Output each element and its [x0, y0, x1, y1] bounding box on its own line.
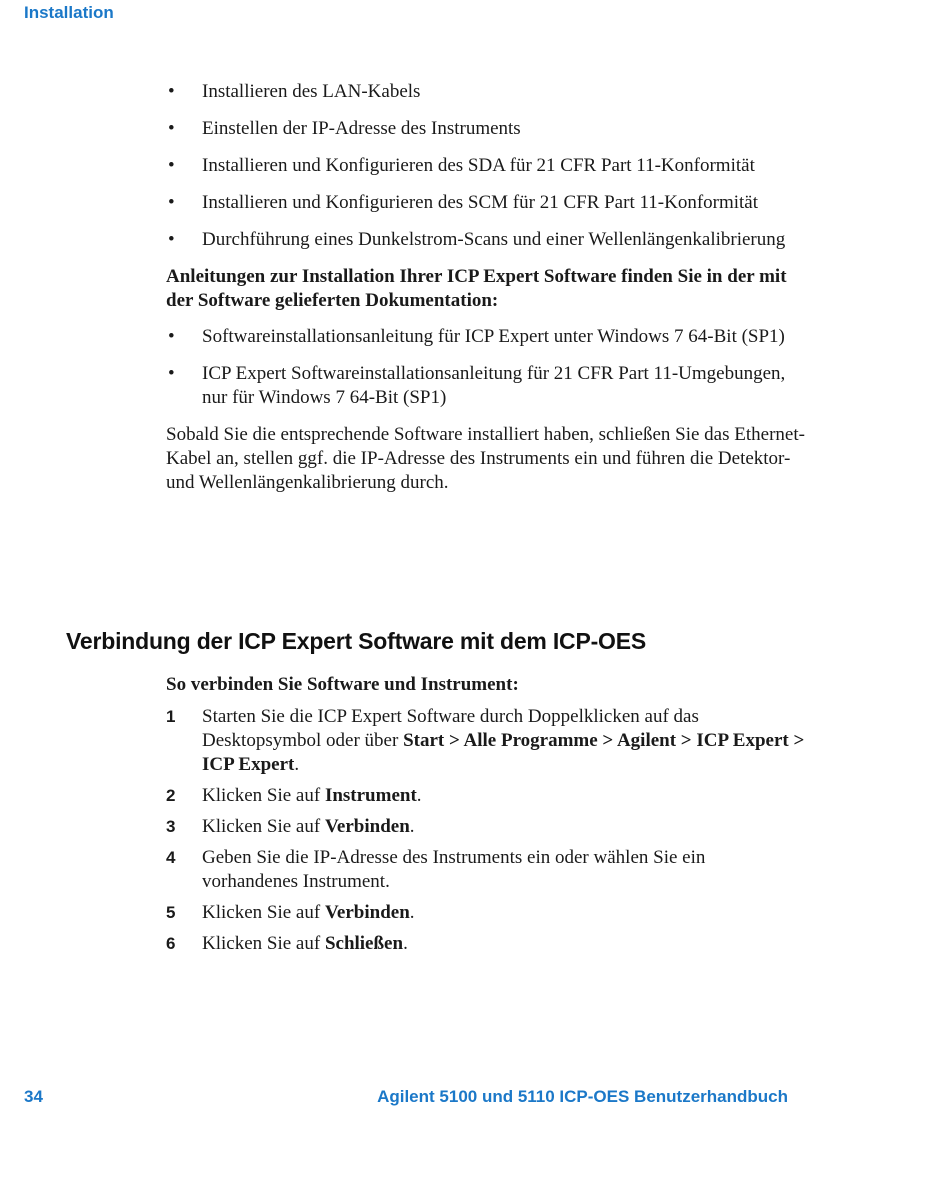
procedure-intro: So verbinden Sie Software und Instrument: [166, 674, 519, 695]
bullet-list-docs [166, 325, 806, 410]
procedure-steps [166, 705, 806, 956]
list-item: • Durchführung eines Dunkelstrom-Scans und einer Wellenlängenkalibrierung [168, 229, 786, 250]
bullet-icon: • [168, 326, 175, 347]
step-item: 6 Klicken Sie auf Schließen. [166, 933, 408, 954]
list-item: • Installieren und Konfigurieren des SCM für 21 CFR Part 11-Konformität [168, 192, 759, 213]
install-instructions-note: Anleitungen zur Installation Ihrer ICP Expert Software finden Sie in der mit der Software gelieferten Dokumentation: [166, 266, 787, 311]
bullet-icon: • [168, 155, 175, 176]
body-paragraph: Sobald Sie die entsprechende Software installiert haben, schließen Sie das Ethernet-Kabel an, stellen ggf. die IP-Adresse des Instruments ein und führen die Detektor- und Wellenlängenkalibrierung durch. [166, 424, 805, 493]
step-number: 3 [166, 817, 176, 836]
bullet-icon: • [168, 229, 175, 250]
step-item: 1 Starten Sie die ICP Expert Software durch Doppelklicken auf das Desktopsymbol oder über Start > Alle Programme > Agilent > ICP Expert > ICP Expert. [166, 706, 805, 775]
step-number: 2 [166, 786, 176, 805]
bullet-list-tasks [166, 80, 806, 252]
page-number: 34 [24, 1087, 43, 1106]
list-item: • Installieren des LAN-Kabels [168, 81, 421, 102]
step-item: 3 Klicken Sie auf Verbinden. [166, 816, 415, 837]
step-number: 6 [166, 934, 176, 953]
document-title: Agilent 5100 und 5110 ICP-OES Benutzerhandbuch [377, 1087, 788, 1106]
list-item: • Installieren und Konfigurieren des SDA für 21 CFR Part 11-Konformität [168, 155, 755, 176]
bullet-icon: • [168, 81, 175, 102]
running-header: Installation [24, 3, 114, 22]
step-number: 1 [166, 707, 176, 726]
step-number: 5 [166, 903, 176, 922]
list-item: • Einstellen der IP-Adresse des Instruments [168, 118, 521, 139]
list-item: • Softwareinstallationsanleitung für ICP Expert unter Windows 7 64-Bit (SP1) [168, 326, 785, 347]
main-content [166, 80, 806, 495]
step-item: 5 Klicken Sie auf Verbinden. [166, 902, 415, 923]
bullet-icon: • [168, 118, 175, 139]
bullet-icon: • [168, 363, 175, 384]
step-item: 2 Klicken Sie auf Instrument. [166, 785, 422, 806]
step-number: 4 [166, 848, 176, 867]
list-item: • ICP Expert Softwareinstallationsanleitung für 21 CFR Part 11-Umgebungen, nur für Windows 7 64-Bit (SP1) [168, 363, 786, 408]
section-heading: Verbindung der ICP Expert Software mit dem ICP-OES [66, 628, 647, 654]
step-item: 4 Geben Sie die IP-Adresse des Instruments ein oder wählen Sie ein vorhandenes Instrument. [166, 847, 706, 892]
bullet-icon: • [168, 192, 175, 213]
procedure-block [166, 673, 806, 963]
